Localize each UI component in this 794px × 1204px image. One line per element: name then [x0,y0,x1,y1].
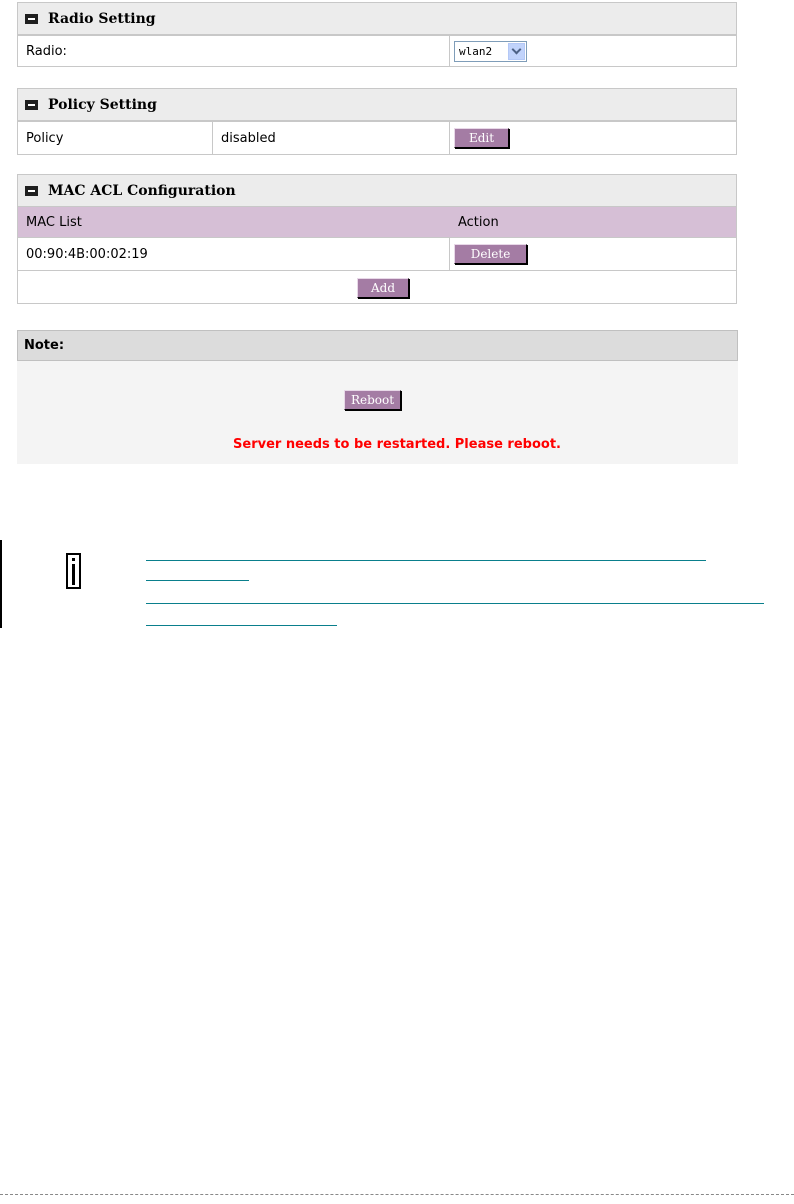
mac-acl-header [18,175,736,207]
reboot-button[interactable]: Reboot [344,390,401,410]
policy-value: disabled [212,122,449,154]
mac-acl-panel [17,174,737,304]
edit-button[interactable]: Edit [454,128,509,148]
note-title: Note: [24,338,65,353]
action-cell [449,238,736,270]
radio-label: Radio: [26,43,67,59]
col-header-mac-list: MAC List [26,214,82,230]
restart-message: Server needs to be restarted. Please reboot. [233,437,561,452]
section-bullet-icon [25,100,38,110]
radio-select-value: wlan2 [459,44,493,58]
page-footer-divider [0,1194,794,1195]
note-header [17,330,738,361]
info-icon-stem [72,564,75,585]
policy-setting-title: Policy Setting [48,96,157,113]
radio-setting-title: Radio Setting [48,10,156,27]
mac-acl-title: MAC ACL Configuration [48,182,236,199]
policy-label: Policy [26,130,64,146]
link-underline [146,580,249,581]
link-underline [146,603,764,604]
info-icon [66,553,81,589]
radio-row [18,35,736,66]
info-icon-dot [72,558,75,561]
section-bullet-icon [25,14,38,24]
policy-row [18,121,736,154]
radio-select-cell [449,36,736,66]
mac-acl-table-header [18,207,736,237]
col-header-action: Action [458,214,499,230]
radio-setting-header [18,3,736,35]
add-row [18,270,736,304]
table-row [18,237,736,270]
reboot-wrap [344,390,401,410]
delete-button[interactable]: Delete [454,244,527,264]
link-underline [146,625,337,626]
radio-setting-panel [17,2,737,67]
mac-address: 00:90:4B:00:02:19 [26,246,148,262]
policy-edit-cell [449,122,736,154]
add-button[interactable]: Add [357,278,409,298]
policy-setting-panel [17,88,737,155]
chevron-down-icon[interactable] [508,43,525,60]
info-margin-bar [0,540,2,628]
policy-setting-header [18,89,736,121]
radio-select[interactable] [454,41,527,62]
link-underline [146,560,706,561]
section-bullet-icon [25,186,38,196]
